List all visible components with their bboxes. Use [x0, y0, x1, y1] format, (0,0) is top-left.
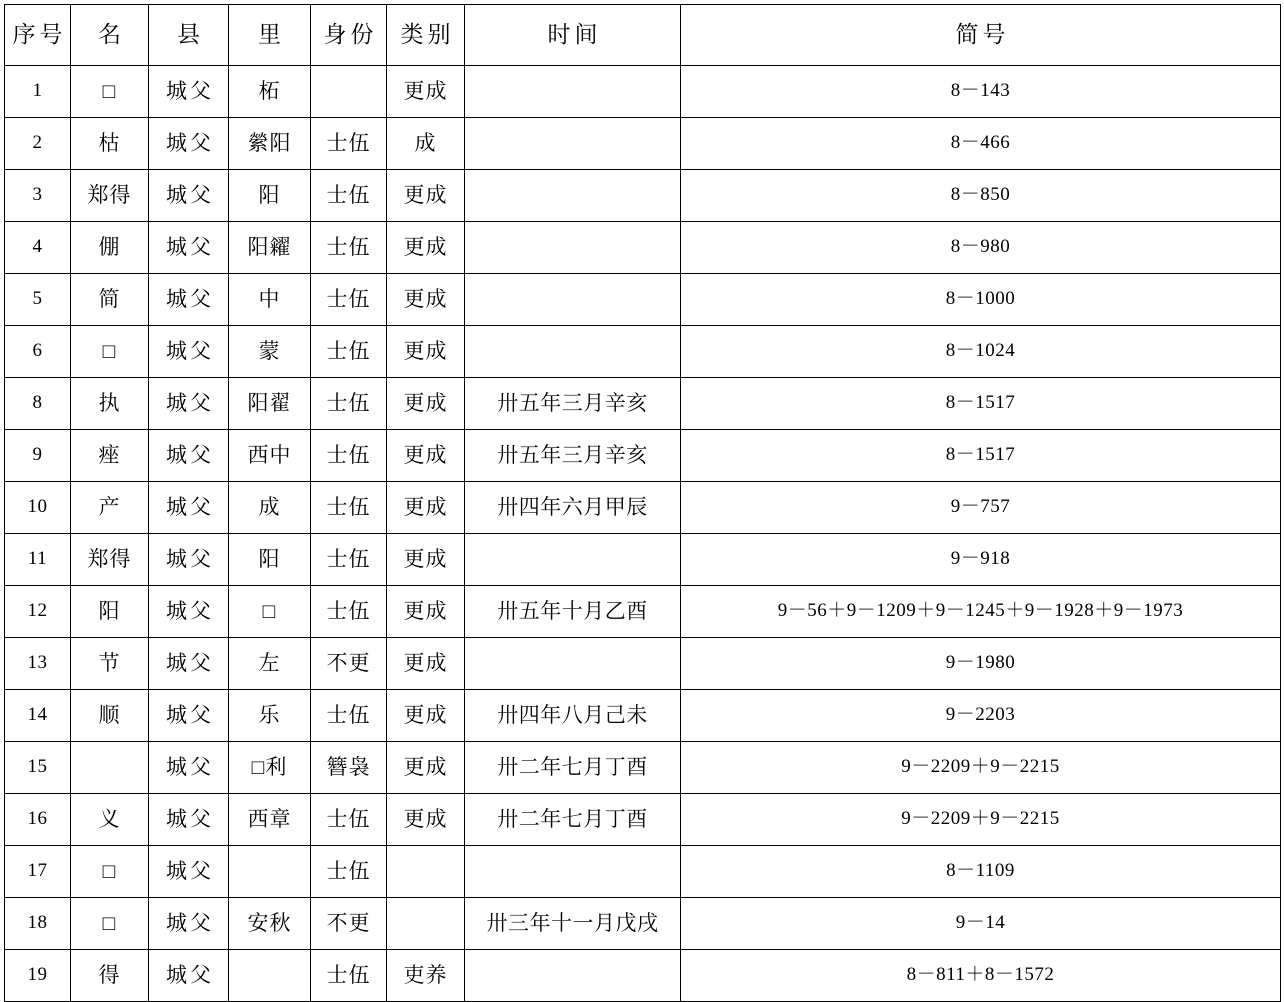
table-row: [5, 326, 1281, 378]
table-row: [5, 638, 1281, 690]
document-page: [0, 4, 1284, 987]
cell-time: [465, 118, 681, 170]
cell-li: [229, 950, 311, 1002]
cell-status: 士伍: [311, 378, 387, 430]
cell-li: 西中: [229, 430, 311, 482]
cell-status: 士伍: [311, 274, 387, 326]
table-row: [5, 742, 1281, 794]
cell-status: [311, 66, 387, 118]
cell-seq: 8: [5, 378, 71, 430]
column-header-time: 时间: [465, 5, 681, 66]
table-row: [5, 846, 1281, 898]
cell-li: 中: [229, 274, 311, 326]
cell-name: 阳: [71, 586, 149, 638]
cell-seq: 17: [5, 846, 71, 898]
cell-county: 城父: [149, 378, 229, 430]
table-row: [5, 66, 1281, 118]
cell-time: 卅二年七月丁酉: [465, 794, 681, 846]
cell-code: 9－2209＋9－2215: [681, 794, 1281, 846]
cell-category: [387, 846, 465, 898]
cell-county: 城父: [149, 118, 229, 170]
cell-county: 城父: [149, 690, 229, 742]
cell-code: 8－850: [681, 170, 1281, 222]
cell-li: 蒙: [229, 326, 311, 378]
cell-time: [465, 846, 681, 898]
cell-name: 倗: [71, 222, 149, 274]
cell-category: 更成: [387, 742, 465, 794]
cell-code: 9－56＋9－1209＋9－1245＋9－1928＋9－1973: [681, 586, 1281, 638]
cell-seq: 19: [5, 950, 71, 1002]
cell-category: 更成: [387, 222, 465, 274]
cell-status: 士伍: [311, 534, 387, 586]
cell-seq: 4: [5, 222, 71, 274]
cell-time: 卅五年十月乙酉: [465, 586, 681, 638]
cell-name: 产: [71, 482, 149, 534]
cell-county: 城父: [149, 586, 229, 638]
table-row: [5, 690, 1281, 742]
cell-time: 卅四年六月甲辰: [465, 482, 681, 534]
cell-li: □: [229, 586, 311, 638]
table-row: [5, 274, 1281, 326]
cell-li: [229, 846, 311, 898]
table-body: [5, 66, 1281, 1002]
table-row: [5, 534, 1281, 586]
column-header-status: 身份: [311, 5, 387, 66]
cell-county: 城父: [149, 898, 229, 950]
cell-status: 士伍: [311, 950, 387, 1002]
table-row: [5, 950, 1281, 1002]
cell-county: 城父: [149, 794, 229, 846]
table-row: [5, 222, 1281, 274]
cell-code: 8－1024: [681, 326, 1281, 378]
cell-name: 节: [71, 638, 149, 690]
column-header-county: 县: [149, 5, 229, 66]
cell-name: □: [71, 66, 149, 118]
cell-name: □: [71, 898, 149, 950]
cell-status: 士伍: [311, 170, 387, 222]
cell-seq: 13: [5, 638, 71, 690]
cell-code: 9－14: [681, 898, 1281, 950]
cell-seq: 3: [5, 170, 71, 222]
cell-county: 城父: [149, 534, 229, 586]
cell-time: [465, 326, 681, 378]
cell-category: 吏养: [387, 950, 465, 1002]
cell-seq: 10: [5, 482, 71, 534]
cell-code: 9－1980: [681, 638, 1281, 690]
cell-name: [71, 742, 149, 794]
cell-category: [387, 898, 465, 950]
cell-county: 城父: [149, 222, 229, 274]
cell-li: □利: [229, 742, 311, 794]
cell-li: 柘: [229, 66, 311, 118]
cell-county: 城父: [149, 326, 229, 378]
cell-name: 义: [71, 794, 149, 846]
cell-seq: 16: [5, 794, 71, 846]
cell-seq: 14: [5, 690, 71, 742]
cell-li: 阳糴: [229, 222, 311, 274]
cell-time: 卅五年三月辛亥: [465, 430, 681, 482]
cell-category: 更成: [387, 586, 465, 638]
cell-time: [465, 170, 681, 222]
cell-seq: 5: [5, 274, 71, 326]
table-row: [5, 898, 1281, 950]
cell-county: 城父: [149, 66, 229, 118]
cell-category: 更成: [387, 170, 465, 222]
cell-li: 左: [229, 638, 311, 690]
cell-name: 郑得: [71, 170, 149, 222]
cell-seq: 2: [5, 118, 71, 170]
column-header-seq: 序号: [5, 5, 71, 66]
cell-li: 阳: [229, 170, 311, 222]
cell-name: 顺: [71, 690, 149, 742]
cell-time: [465, 222, 681, 274]
cell-li: 縈阳: [229, 118, 311, 170]
cell-time: 卅四年八月己未: [465, 690, 681, 742]
cell-name: 简: [71, 274, 149, 326]
cell-status: 不更: [311, 898, 387, 950]
cell-time: 卅三年十一月戊戌: [465, 898, 681, 950]
cell-category: 更成: [387, 638, 465, 690]
table-row: [5, 794, 1281, 846]
cell-li: 成: [229, 482, 311, 534]
cell-status: 士伍: [311, 690, 387, 742]
cell-name: 执: [71, 378, 149, 430]
cell-seq: 15: [5, 742, 71, 794]
table-row: [5, 430, 1281, 482]
cell-code: 8－466: [681, 118, 1281, 170]
cell-time: [465, 950, 681, 1002]
cell-seq: 12: [5, 586, 71, 638]
cell-name: 枯: [71, 118, 149, 170]
cell-county: 城父: [149, 950, 229, 1002]
cell-name: 郑得: [71, 534, 149, 586]
cell-county: 城父: [149, 274, 229, 326]
cell-code: 8－980: [681, 222, 1281, 274]
cell-county: 城父: [149, 846, 229, 898]
cell-code: 9－2209＋9－2215: [681, 742, 1281, 794]
cell-county: 城父: [149, 170, 229, 222]
cell-time: [465, 534, 681, 586]
column-header-li: 里: [229, 5, 311, 66]
cell-time: 卅二年七月丁酉: [465, 742, 681, 794]
table-header: [5, 5, 1281, 66]
column-header-category: 类别: [387, 5, 465, 66]
column-header-name: 名: [71, 5, 149, 66]
cell-time: [465, 66, 681, 118]
cell-status: 士伍: [311, 794, 387, 846]
cell-status: 士伍: [311, 846, 387, 898]
cell-status: 士伍: [311, 326, 387, 378]
column-header-code: 简号: [681, 5, 1281, 66]
cell-category: 成: [387, 118, 465, 170]
cell-name: 痤: [71, 430, 149, 482]
cell-category: 更成: [387, 690, 465, 742]
cell-status: 士伍: [311, 118, 387, 170]
cell-code: 8－1517: [681, 378, 1281, 430]
cell-status: 士伍: [311, 430, 387, 482]
cell-code: 9－757: [681, 482, 1281, 534]
cell-code: 8－1517: [681, 430, 1281, 482]
cell-name: 得: [71, 950, 149, 1002]
cell-time: 卅五年三月辛亥: [465, 378, 681, 430]
cell-category: 更成: [387, 274, 465, 326]
cell-time: [465, 274, 681, 326]
cell-li: 乐: [229, 690, 311, 742]
cell-category: 更成: [387, 378, 465, 430]
cell-category: 更成: [387, 326, 465, 378]
cell-category: 更成: [387, 794, 465, 846]
cell-code: 9－2203: [681, 690, 1281, 742]
cell-seq: 9: [5, 430, 71, 482]
cell-county: 城父: [149, 482, 229, 534]
cell-county: 城父: [149, 430, 229, 482]
cell-status: 不更: [311, 638, 387, 690]
cell-time: [465, 638, 681, 690]
cell-li: 西章: [229, 794, 311, 846]
cell-category: 更成: [387, 66, 465, 118]
cell-seq: 1: [5, 66, 71, 118]
cell-li: 安秋: [229, 898, 311, 950]
cell-name: □: [71, 846, 149, 898]
header-row: [5, 5, 1281, 66]
cell-county: 城父: [149, 742, 229, 794]
cell-li: 阳: [229, 534, 311, 586]
cell-county: 城父: [149, 638, 229, 690]
cell-status: 士伍: [311, 586, 387, 638]
table-row: [5, 118, 1281, 170]
table-row: [5, 586, 1281, 638]
cell-status: 士伍: [311, 482, 387, 534]
cell-category: 更成: [387, 534, 465, 586]
cell-category: 更成: [387, 430, 465, 482]
records-table: [4, 4, 1281, 1002]
cell-code: 8－143: [681, 66, 1281, 118]
table-row: [5, 170, 1281, 222]
cell-li: 阳翟: [229, 378, 311, 430]
cell-category: 更成: [387, 482, 465, 534]
cell-seq: 6: [5, 326, 71, 378]
cell-seq: 11: [5, 534, 71, 586]
cell-seq: 18: [5, 898, 71, 950]
cell-name: □: [71, 326, 149, 378]
cell-code: 8－811＋8－1572: [681, 950, 1281, 1002]
cell-code: 9－918: [681, 534, 1281, 586]
table-row: [5, 482, 1281, 534]
cell-code: 8－1000: [681, 274, 1281, 326]
cell-status: 簪袅: [311, 742, 387, 794]
cell-code: 8－1109: [681, 846, 1281, 898]
table-row: [5, 378, 1281, 430]
cell-status: 士伍: [311, 222, 387, 274]
